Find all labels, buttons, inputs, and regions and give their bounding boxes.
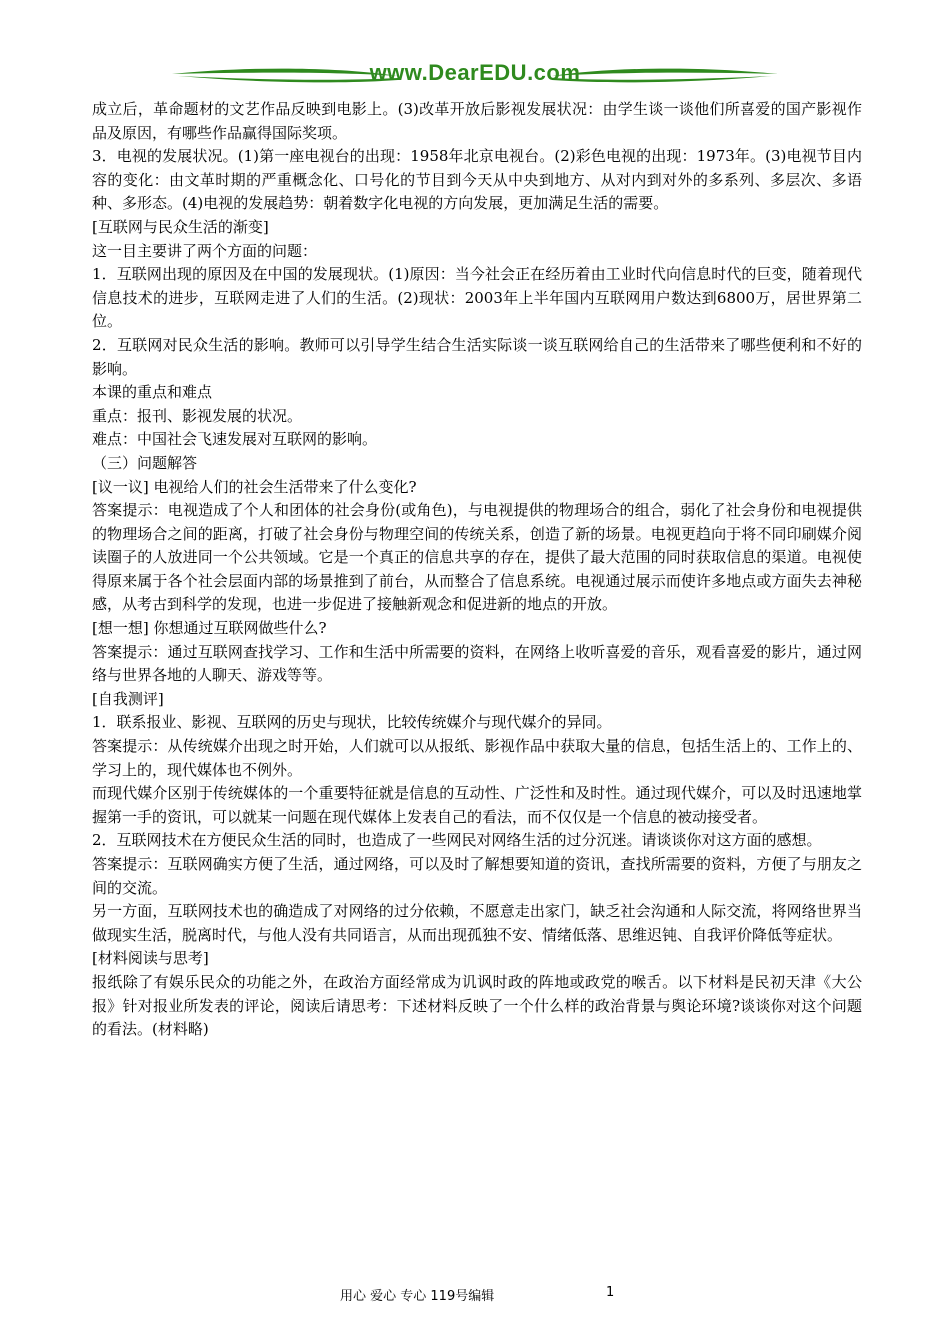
site-logo-text: www.DearEDU.com	[369, 60, 581, 85]
paragraph: 报纸除了有娱乐民众的功能之外，在政治方面经常成为讥讽时政的阵地或政党的喉舌。以下材料是民初天津《大公报》针对报业所发表的评论，阅读后请思考：下述材料反映了一个什么样的政治背景与舆论环境?谈谈你对这个问题的看法。(材料略)	[92, 972, 862, 1039]
paragraph: 1．互联网出现的原因及在中国的发展现状。(1)原因：当今社会正在经历着由工业时代向信息时代的巨变，随着现代信息技术的进步，互联网走进了人们的生活。(2)现状：2003年上半年国内互联网用户数达到6800万，居世界第二位。	[92, 265, 862, 331]
section-heading: （三）问题解答	[92, 453, 198, 472]
paragraph: 重点：报刊、影视发展的状况。	[92, 406, 303, 425]
answer: 答案提示：通过互联网查找学习、工作和生活中所需要的资料，在网络上收听喜爱的音乐，观看喜爱的影片，通过网络与世界各地的人聊天、游戏等等。	[92, 642, 862, 685]
paragraph: 3．电视的发展状况。(1)第一座电视台的出现：1958年北京电视台。(2)彩色电视的出现：1973年。(3)电视节目内容的变化：由文革时期的严重概念化、口号化的节目到今天从中央到地方、从对内到对外的多系列、多层次、多语种、多形态。(4)电视的发展趋势：朝着数字化电视的方向发展，更加满足生活的需要。	[92, 147, 862, 213]
paragraph: 难点：中国社会飞速发展对互联网的影响。	[92, 430, 378, 449]
paragraph: 这一目主要讲了两个方面的问题：	[92, 241, 318, 260]
question: 1．联系报业、影视、互联网的历史与现状，比较传统媒介与现代媒介的异同。	[92, 713, 612, 732]
paragraph: 成立后，革命题材的文艺作品反映到电影上。(3)改革开放后影视发展状况：由学生谈一谈他们所喜爱的国产影视作品及原因，有哪些作品赢得国际奖项。	[92, 100, 862, 142]
section-heading: 本课的重点和难点	[92, 383, 213, 402]
question: [想一想] 你想通过互联网做些什么?	[92, 619, 327, 638]
site-header	[170, 58, 780, 94]
question: 2．互联网技术在方便民众生活的同时，也造成了一些网民对网络生活的过分沉迷。请谈谈你对这方面的感想。	[92, 831, 822, 850]
answer: 答案提示：电视造成了个人和团体的社会身份(或角色)，与电视提供的物理场合的组合，弱化了社会身份和电视提供的物理场合之间的距离，打破了社会身份与物理空间的传统关系，创造了新的场景。电视更趋向于将不同印刷媒介阅读圈子的人放进同一个公共领域。它是一个真正的信息共享的存在，提供了最大范围的同时获取信息的渠道。电视使得原来属于各个社会层面内部的场景推到了前台，从而整合了信息系统。电视通过展示而使许多地点或方面失去神秘感，从考古到科学的发现，也进一步促进了接触新观念和促进新的地点的开放。	[92, 501, 862, 614]
paragraph: 2．互联网对民众生活的影响。教师可以引导学生结合生活实际谈一谈互联网给自己的生活带来了哪些便利和不好的影响。	[92, 335, 862, 378]
section-heading: [自我测评]	[92, 689, 164, 708]
answer: 答案提示：互联网确实方便了生活，通过网络，可以及时了解想要知道的资讯，查找所需要的资料，方便了与朋友之间的交流。	[92, 855, 862, 897]
answer: 答案提示：从传统媒介出现之时开始，人们就可以从报纸、影视作品中获取大量的信息，包括生活上的、工作上的、学习上的，现代媒体也不例外。	[92, 737, 862, 779]
question: [议一议] 电视给人们的社会生活带来了什么变化?	[92, 477, 417, 496]
section-heading: [互联网与民众生活的渐变]	[92, 217, 269, 236]
section-heading: [材料阅读与思考]	[92, 949, 209, 968]
document-body	[92, 98, 862, 1042]
page-number: 1	[606, 1285, 615, 1300]
paragraph: 另一方面，互联网技术也的确造成了对网络的过分依赖，不愿意走出家门，缺乏社会沟通和人际交流，将网络世界当做现实生活，脱离时代，与他人没有共同语言，从而出现孤独不安、情绪低落、思维迟钝、自我评价降低等症状。	[92, 902, 862, 944]
paragraph: 而现代媒介区别于传统媒体的一个重要特征就是信息的互动性、广泛性和及时性。通过现代媒介，可以及时迅速地掌握第一手的资讯，可以就某一问题在现代媒体上发表自己的看法，而不仅仅是一个信息的被动接受者。	[92, 784, 862, 826]
footer-editor-note: 用心 爱心 专心 119号编辑	[340, 1289, 495, 1304]
